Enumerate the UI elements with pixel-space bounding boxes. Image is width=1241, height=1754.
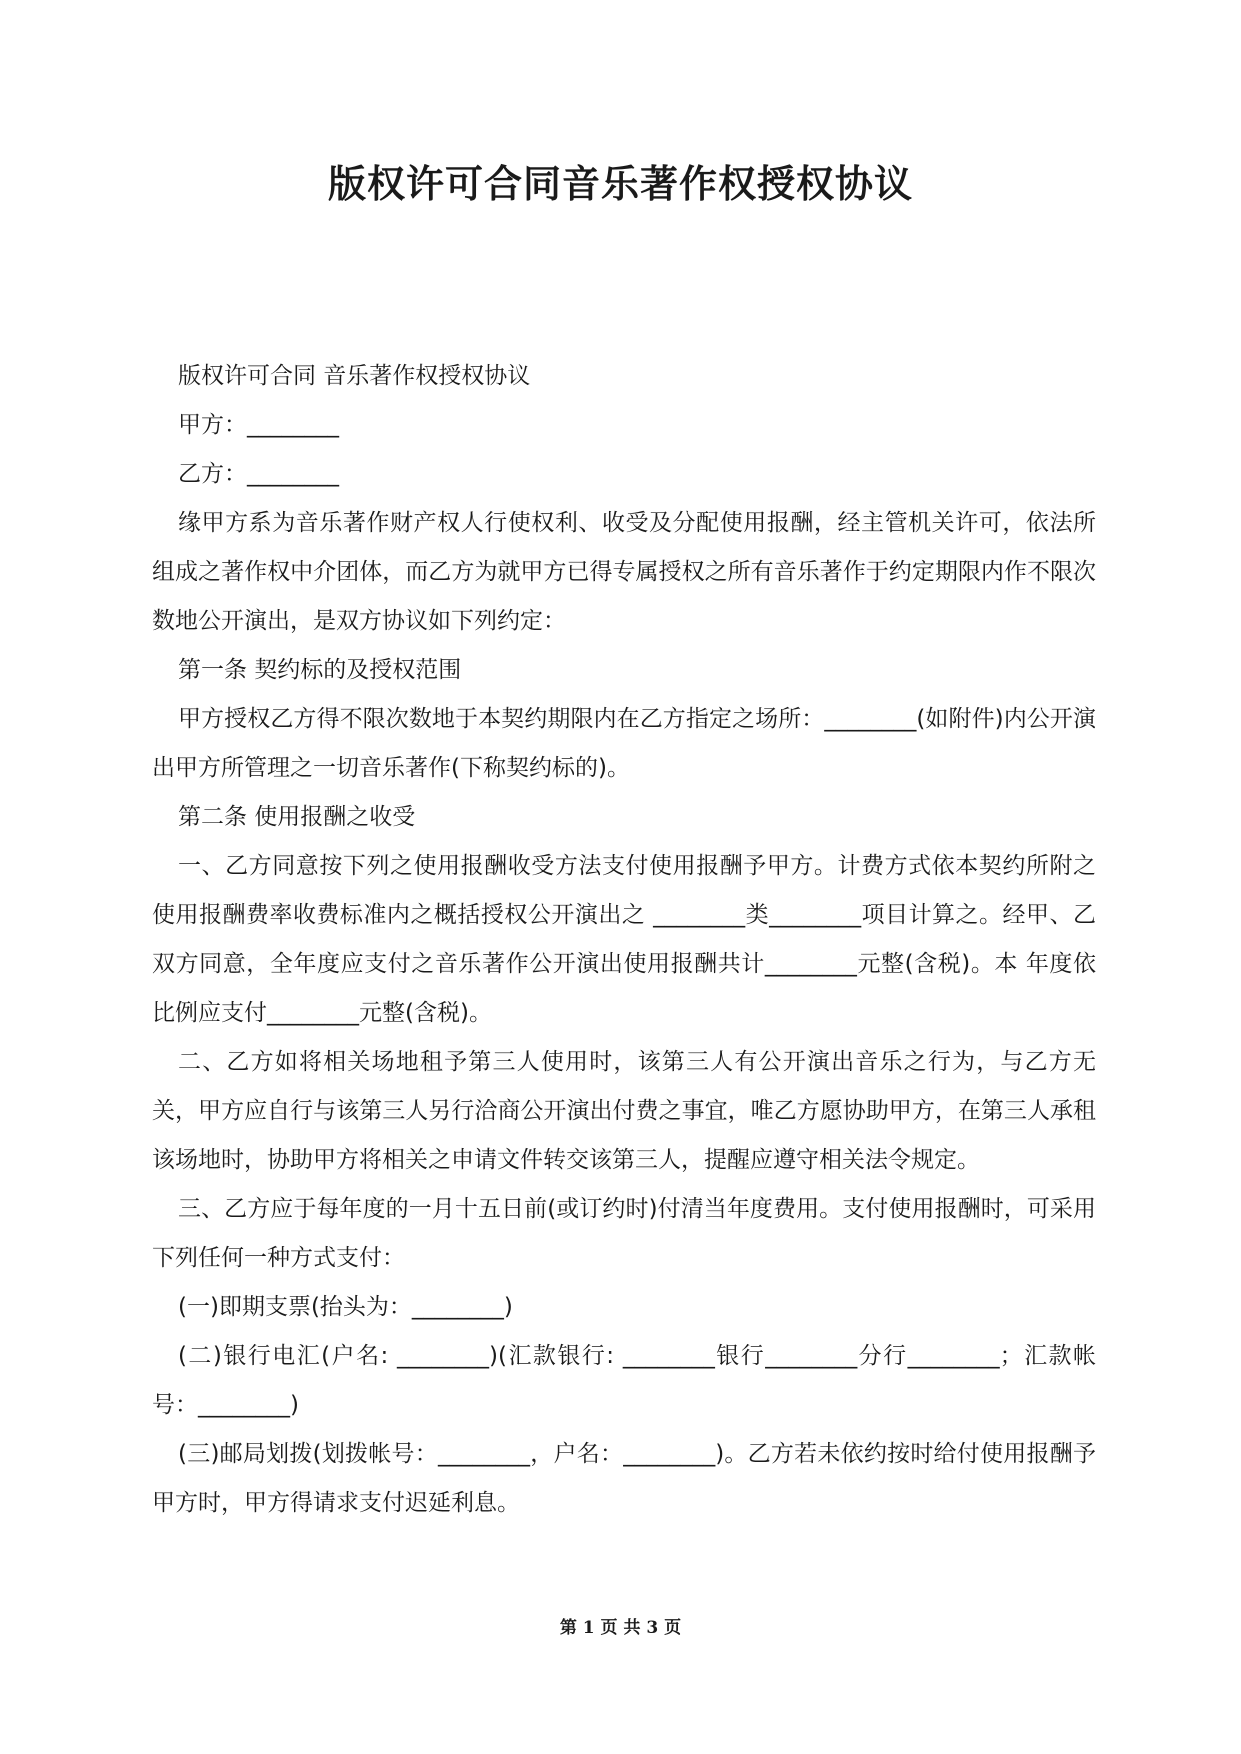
paragraph-article-1-body: 甲方授权乙方得不限次数地于本契约期限内在乙方指定之场所：________(如附件)内公开演出甲方所管理之一切音乐著作(下称契约标的)。 bbox=[152, 706, 1096, 781]
paragraph-payment-wire: (二)银行电汇(户名: ________)(汇款银行: ________银行________分行________；汇款帐号：________) bbox=[152, 1343, 1096, 1418]
paragraph-preamble: 缘甲方系为音乐著作财产权人行使权利、收受及分配使用报酬，经主管机关许可，依法所组成之著作权中介团体，而乙方为就甲方已得专属授权之所有音乐著作于约定期限内作不限次数地公开演出，是双方协议如下列约定： bbox=[152, 510, 1096, 634]
paragraph-heading: 版权许可合同 音乐著作权授权协议 bbox=[178, 363, 531, 389]
paragraph-article-1-title: 第一条 契约标的及授权范围 bbox=[178, 657, 462, 683]
document-body bbox=[152, 352, 1096, 1528]
paragraph-payment-postal: (三)邮局划拨(划拨帐号：________，户名：________)。乙方若未依约按时给付使用报酬予甲方时，甲方得请求支付迟延利息。 bbox=[152, 1441, 1096, 1516]
paragraph-article-2-title: 第二条 使用报酬之收受 bbox=[178, 804, 416, 830]
paragraph-party-a: 甲方：________ bbox=[178, 412, 339, 438]
document-title: 版权许可合同音乐著作权授权协议 bbox=[327, 162, 913, 206]
paragraph-payment-cheque: (一)即期支票(抬头为：________) bbox=[178, 1294, 513, 1320]
paragraph-article-2-item-1: 一、乙方同意按下列之使用报酬收受方法支付使用报酬予甲方。计费方式依本契约所附之使用报酬费率收费标准内之概括授权公开演出之 ________类________项目计算之。经甲、乙双方同意，全年度应支付之音乐著作公开演出使用报酬共计________元整(含税)。本 年度依比例应支付________元整(含税)。 bbox=[152, 853, 1096, 1026]
page-footer: 第 1 页 共 3 页 bbox=[559, 1618, 682, 1638]
paragraph-party-b: 乙方：________ bbox=[178, 461, 339, 487]
paragraph-article-2-item-2: 二、乙方如将相关场地租予第三人使用时，该第三人有公开演出音乐之行为，与乙方无关，甲方应自行与该第三人另行洽商公开演出付费之事宜，唯乙方愿协助甲方，在第三人承租该场地时，协助甲方将相关之申请文件转交该第三人，提醒应遵守相关法令规定。 bbox=[152, 1049, 1096, 1173]
paragraph-article-2-item-3: 三、乙方应于每年度的一月十五日前(或订约时)付清当年度费用。支付使用报酬时，可采用下列任何一种方式支付： bbox=[152, 1196, 1096, 1271]
